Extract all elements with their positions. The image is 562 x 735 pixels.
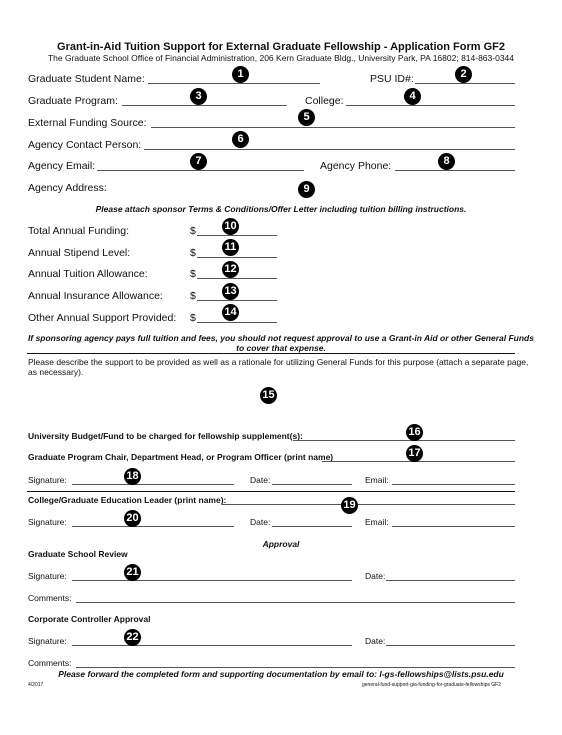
controller-approval-label: Corporate Controller Approval xyxy=(28,614,151,624)
marker-16: 16 xyxy=(406,424,423,441)
warning-line-1: If sponsoring agency pays full tuition and fees, you should not request approval to use a Grant-in Aid or other General Funds xyxy=(28,333,534,343)
stipend-label: Annual Stipend Level: xyxy=(28,247,131,259)
marker-19: 19 xyxy=(341,497,358,514)
describe-line-2: as necessary). xyxy=(28,367,84,377)
marker-6: 6 xyxy=(232,131,249,148)
grad-school-review-label: Graduate School Review xyxy=(28,549,128,559)
psu-id-label: PSU ID#: xyxy=(370,73,414,85)
description-area[interactable] xyxy=(27,378,515,422)
warning-line-2: to cover that expense. xyxy=(236,343,326,353)
funding-source-label: External Funding Source: xyxy=(28,117,147,129)
marker-9: 9 xyxy=(298,181,315,198)
funding-source-field[interactable] xyxy=(151,127,515,128)
program-field[interactable] xyxy=(122,105,287,106)
agency-phone-label: Agency Phone: xyxy=(320,160,392,172)
controller-signature-field[interactable] xyxy=(72,645,352,646)
chair-email-label: Email: xyxy=(365,475,389,485)
budget-fund-label: University Budget/Fund to be charged for fellowship supplement(s): xyxy=(28,431,303,441)
total-funding-label: Total Annual Funding: xyxy=(28,225,129,237)
program-chair-field[interactable] xyxy=(322,461,515,462)
describe-line-1: Please describe the support to be provided as well as a rationale for utilizing General Funds for this purpose (attach a separate page, xyxy=(28,357,529,367)
student-name-field[interactable] xyxy=(148,83,320,84)
program-chair-label: Graduate Program Chair, Department Head, or Program Officer (print name) xyxy=(28,452,334,462)
marker-14: 14 xyxy=(222,304,239,321)
review-signature-field[interactable] xyxy=(72,580,352,581)
marker-7: 7 xyxy=(190,153,207,170)
marker-18: 18 xyxy=(124,468,141,485)
marker-3: 3 xyxy=(190,88,207,105)
review-date-field[interactable] xyxy=(386,580,515,581)
psu-id-field[interactable] xyxy=(415,83,515,84)
college-leader-label: College/Graduate Education Leader (print name): xyxy=(28,495,227,505)
marker-4: 4 xyxy=(404,88,421,105)
program-label: Graduate Program: xyxy=(28,95,118,107)
marker-11: 11 xyxy=(222,239,239,256)
total-funding-dollar: $ xyxy=(190,225,196,237)
agency-phone-field[interactable] xyxy=(395,170,515,171)
divider-1 xyxy=(27,353,515,354)
contact-person-label: Agency Contact Person: xyxy=(28,139,142,151)
student-name-label: Graduate Student Name: xyxy=(28,73,145,85)
college-field[interactable] xyxy=(346,105,515,106)
divider-2 xyxy=(27,491,515,492)
review-comments-label: Comments: xyxy=(28,593,72,603)
marker-21: 21 xyxy=(124,564,141,581)
other-support-label: Other Annual Support Provided: xyxy=(28,312,177,324)
marker-2: 2 xyxy=(455,66,472,83)
controller-signature-label: Signature: xyxy=(28,636,67,646)
chair-date-label: Date: xyxy=(250,475,271,485)
chair-email-field[interactable] xyxy=(392,484,515,485)
leader-date-field[interactable] xyxy=(272,526,352,527)
stipend-field[interactable] xyxy=(197,257,277,258)
controller-comments-label: Comments: xyxy=(28,658,72,668)
forward-instructions: Please forward the completed form and supporting documentation by email to: l-gs-fellowships@lists.psu.edu xyxy=(58,669,504,679)
controller-comments-field[interactable] xyxy=(76,667,515,668)
review-comments-field[interactable] xyxy=(76,602,515,603)
marker-20: 20 xyxy=(124,510,141,527)
agency-address-label: Agency Address: xyxy=(28,182,107,194)
form-title: Grant-in-Aid Tuition Support for External Graduate Fellowship - Application Form GF2 xyxy=(57,41,505,53)
marker-17: 17 xyxy=(406,445,423,462)
leader-email-field[interactable] xyxy=(392,526,515,527)
review-signature-label: Signature: xyxy=(28,571,67,581)
leader-email-label: Email: xyxy=(365,517,389,527)
form-subtitle: The Graduate School Office of Financial Administration, 206 Kern Graduate Bldg., University Park, PA 16802; 814-863-0344 xyxy=(47,53,515,63)
tuition-field[interactable] xyxy=(197,278,277,279)
leader-signature-label: Signature: xyxy=(28,517,67,527)
other-support-field[interactable] xyxy=(197,322,277,323)
tuition-dollar: $ xyxy=(190,268,196,280)
leader-date-label: Date: xyxy=(250,517,271,527)
college-leader-field[interactable] xyxy=(222,504,515,505)
marker-15: 15 xyxy=(260,387,277,404)
insurance-label: Annual Insurance Allowance: xyxy=(28,290,163,302)
attach-note: Please attach sponsor Terms & Conditions/Offer Letter including tuition billing instructions. xyxy=(95,204,467,214)
chair-signature-field[interactable] xyxy=(72,484,234,485)
chair-signature-label: Signature: xyxy=(28,475,67,485)
chair-date-field[interactable] xyxy=(272,484,352,485)
other-support-dollar: $ xyxy=(190,312,196,324)
revision-date: 4/2017 xyxy=(28,682,44,688)
marker-10: 10 xyxy=(222,218,239,235)
file-name: general-fund-support-gia-funding-for-graduate-fellowships GF2 xyxy=(362,682,501,688)
contact-person-field[interactable] xyxy=(144,149,515,150)
total-funding-field[interactable] xyxy=(197,235,277,236)
agency-email-field[interactable] xyxy=(97,170,304,171)
marker-1: 1 xyxy=(232,66,249,83)
budget-fund-field[interactable] xyxy=(293,440,515,441)
marker-13: 13 xyxy=(222,283,239,300)
insurance-field[interactable] xyxy=(197,300,277,301)
review-date-label: Date: xyxy=(365,571,386,581)
controller-date-label: Date: xyxy=(365,636,386,646)
agency-email-label: Agency Email: xyxy=(28,160,96,172)
approval-heading: Approval xyxy=(262,539,300,549)
college-label: College: xyxy=(305,95,344,107)
tuition-label: Annual Tuition Allowance: xyxy=(28,268,148,280)
insurance-dollar: $ xyxy=(190,290,196,302)
marker-12: 12 xyxy=(222,261,239,278)
leader-signature-field[interactable] xyxy=(72,526,234,527)
marker-22: 22 xyxy=(124,629,141,646)
marker-8: 8 xyxy=(438,153,455,170)
controller-date-field[interactable] xyxy=(386,645,515,646)
stipend-dollar: $ xyxy=(190,247,196,259)
marker-5: 5 xyxy=(298,109,315,126)
